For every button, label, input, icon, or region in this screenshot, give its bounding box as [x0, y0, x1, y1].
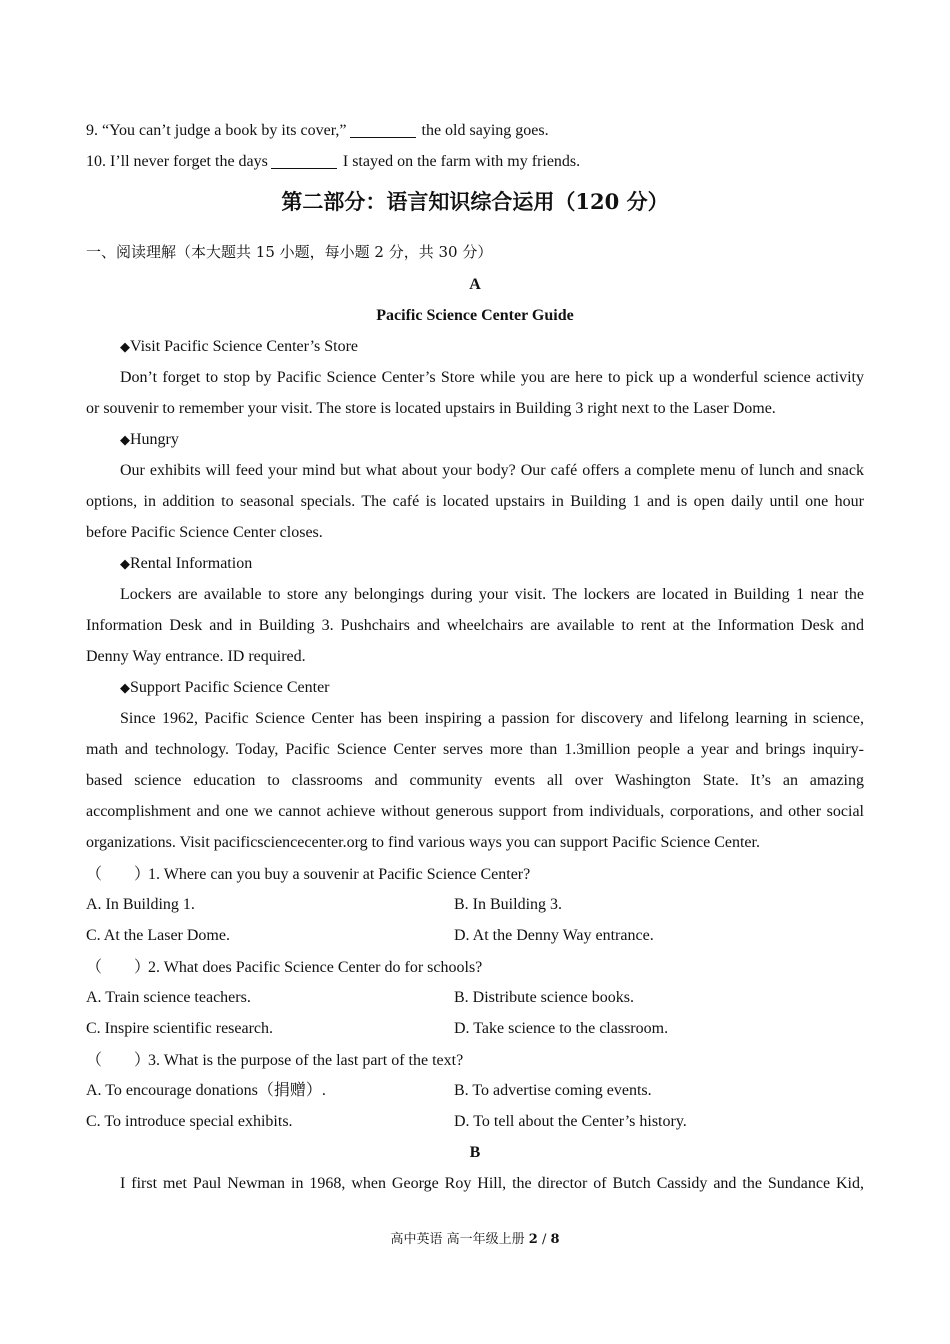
paragraph-line: organizations. Visit pacificsciencecenter.org to find various ways you can support Pacific Science Center. — [86, 834, 760, 851]
question-10-text: 10. I’ll never forget the days — [86, 153, 268, 170]
page-separator: / — [541, 1232, 547, 1247]
hungry-heading — [86, 424, 864, 455]
part-title: 第二部分：语言知识综合运用（120 分） — [281, 189, 669, 214]
paragraph-line: Information Desk and in Building 3. Pushchairs and wheelchairs are available to rent at the Information Desk and — [86, 617, 864, 634]
paragraph-line: I first met Paul Newman in 1968, when George Roy Hill, the director of Butch Cassidy and the Sundance Kid, — [120, 1175, 864, 1192]
question-9 — [86, 115, 864, 146]
options-row — [86, 1013, 864, 1044]
paragraph-line: Lockers are available to store any belongings during your visit. The lockers are located in Building 1 near the — [120, 586, 864, 603]
exam-page — [86, 115, 864, 1199]
paragraph-line: Since 1962, Pacific Science Center has been inspiring a passion for discovery and lifelong learning in science, — [120, 710, 864, 727]
option-d[interactable]: D. To tell about the Center’s history. — [454, 1113, 687, 1130]
answer-parenthesis[interactable]: （ ） — [86, 957, 151, 976]
page-footer — [0, 1228, 950, 1247]
question-1-text: 1. Where can you buy a souvenir at Pacific Science Center? — [148, 866, 531, 883]
options-row — [86, 982, 864, 1013]
paragraph-line: or souvenir to remember your visit. The store is located upstairs in Building 3 right next to the Laser Dome. — [86, 400, 776, 417]
option-a[interactable]: A. Train science teachers. — [86, 989, 251, 1006]
answer-blank[interactable] — [350, 117, 416, 138]
options-row — [86, 889, 864, 920]
hungry-heading-text: Hungry — [130, 431, 179, 448]
options-row — [86, 1106, 864, 1137]
paragraph-line: before Pacific Science Center closes. — [86, 524, 323, 541]
option-d[interactable]: D. Take science to the classroom. — [454, 1020, 669, 1037]
section-title: 一、阅读理解（本大题共 15 小题，每小题 2 分，共 30 分） — [86, 243, 493, 261]
paragraph-line: math and technology. Today, Pacific Science Center serves more than 1.3million people a year and brings inquiry- — [86, 741, 864, 758]
passage-b-letter: B — [469, 1144, 481, 1161]
option-b[interactable]: B. To advertise coming events. — [454, 1082, 652, 1099]
paragraph-line: accomplishment and one we cannot achieve without generous support from individuals, corporations, and other social — [86, 803, 864, 820]
paragraph-line: Our exhibits will feed your mind but what about your body? Our café offers a complete menu of lunch and snack — [120, 462, 864, 479]
option-d[interactable]: D. At the Denny Way entrance. — [454, 927, 654, 944]
question-3-text: 3. What is the purpose of the last part of the text? — [148, 1052, 464, 1069]
option-b[interactable]: B. Distribute science books. — [454, 989, 634, 1006]
question-9-text: 9. “You can’t judge a book by its cover,” — [86, 122, 347, 139]
options-row — [86, 920, 864, 951]
paragraph-line: based science education to classrooms and community events all over Washington State. It’s an amazing — [86, 772, 864, 789]
rental-heading — [86, 548, 864, 579]
diamond-icon: ◆ — [120, 339, 130, 354]
question-3-stem — [86, 1044, 864, 1075]
support-heading-text: Support Pacific Science Center — [130, 679, 330, 696]
question-10-tail: I stayed on the farm with my friends. — [342, 153, 581, 170]
diamond-icon: ◆ — [120, 432, 130, 447]
support-heading — [86, 672, 864, 703]
diamond-icon: ◆ — [120, 680, 130, 695]
footer-text: 高中英语 高一年级上册 — [390, 1232, 525, 1247]
answer-parenthesis[interactable]: （ ） — [86, 864, 151, 883]
options-row — [86, 1075, 864, 1106]
paragraph-line: options, in addition to seasonal specials. The café is located upstairs in Building 1 and is open daily until one hour — [86, 493, 864, 510]
option-c[interactable]: C. Inspire scientific research. — [86, 1020, 274, 1037]
paragraph-line: Denny Way entrance. ID required. — [86, 648, 306, 665]
question-9-tail: the old saying goes. — [421, 122, 549, 139]
question-2-text: 2. What does Pacific Science Center do for schools? — [148, 959, 483, 976]
question-1-stem — [86, 858, 864, 889]
option-a[interactable]: A. In Building 1. — [86, 896, 195, 913]
page-total: 8 — [550, 1232, 560, 1247]
option-b[interactable]: B. In Building 3. — [454, 896, 563, 913]
paragraph-line: Don’t forget to stop by Pacific Science Center’s Store while you are here to pick up a wonderful science activity — [120, 369, 864, 386]
store-heading — [86, 331, 864, 362]
passage-a-letter: A — [469, 276, 481, 293]
option-c[interactable]: C. To introduce special exhibits. — [86, 1113, 293, 1130]
page-number: 2 — [528, 1232, 538, 1247]
rental-heading-text: Rental Information — [130, 555, 253, 572]
question-10 — [86, 146, 864, 177]
diamond-icon: ◆ — [120, 556, 130, 571]
answer-parenthesis[interactable]: （ ） — [86, 1050, 151, 1069]
answer-blank[interactable] — [271, 148, 337, 169]
option-c[interactable]: C. At the Laser Dome. — [86, 927, 230, 944]
question-2-stem — [86, 951, 864, 982]
store-heading-text: Visit Pacific Science Center’s Store — [130, 338, 359, 355]
passage-a-title: Pacific Science Center Guide — [376, 307, 574, 324]
option-a[interactable]: A. To encourage donations（捐赠）. — [86, 1082, 326, 1099]
